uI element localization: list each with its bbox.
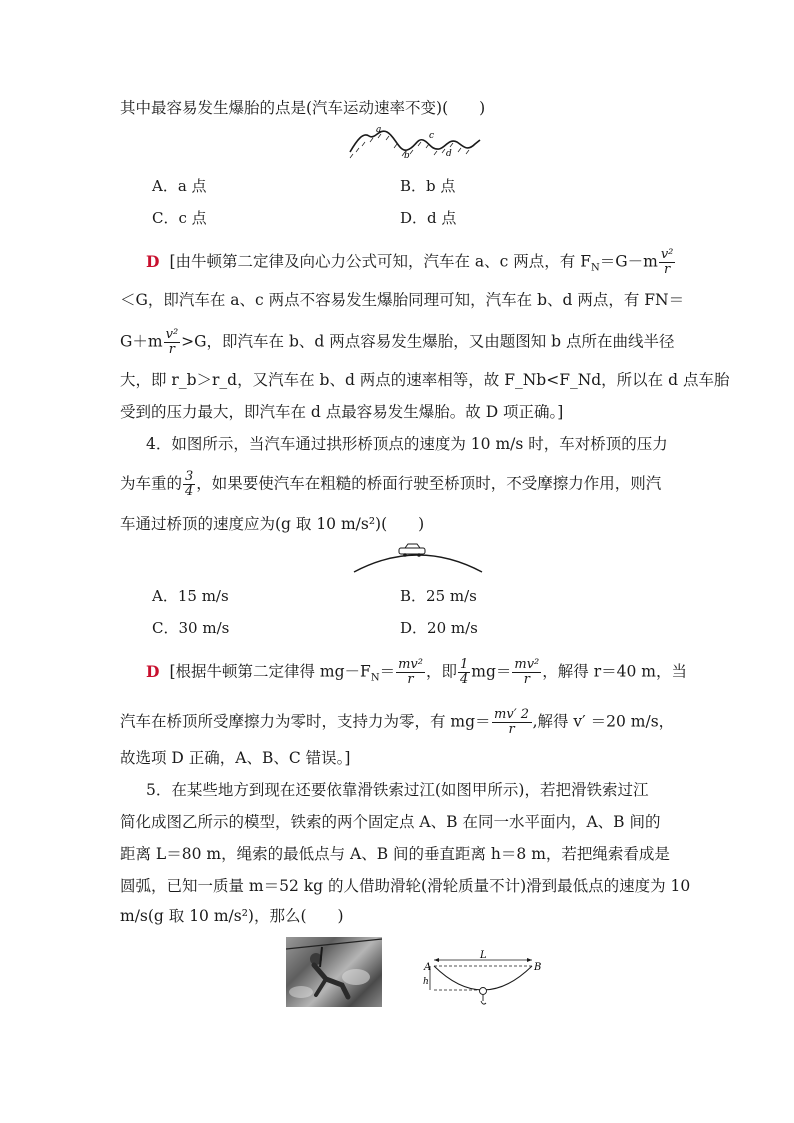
q4-explanation-line-2: 汽车在桥顶所受摩擦力为零时，支持力为零，有 mg＝ $\frac{mv' 2}{r}$ ,解得 v′ ＝20 m/s，	[120, 707, 675, 737]
label-a: a	[376, 125, 382, 135]
label-h: h	[423, 977, 429, 987]
q4-explanation-line-3: 故选项 D 正确，A、B、C 错误。]	[120, 749, 351, 767]
q5-model-diagram	[420, 948, 550, 1016]
q3-explanation-line-4: 大，即 r_b＞r_d，又汽车在 b、d 两点的速率相等，故 F_Nb<F_Nd，所以在 d 点车胎	[120, 371, 730, 389]
q4-arch-bridge-figure	[350, 540, 486, 574]
q4-answer: D	[146, 661, 160, 681]
q4-stem-line-1: 4．如图所示，当汽车通过拱形桥顶点的速度为 10 m/s 时，车对桥顶的压力	[146, 435, 668, 453]
q5-stem-line-4: 圆弧，已知一质量 m＝52 kg 的人借助滑轮(滑轮质量不计)滑到最低点的速度为 10	[120, 877, 691, 895]
label-c: c	[429, 131, 435, 141]
q4-explanation-line-1: D [根据牛顿第二定律得 $mg-F_N=$ $\frac{\text{mv²}}{r}$ ，即 $\frac{1}{4}$ mg＝ $\frac{\text{mv²}}{r}$ ，解得 r＝40 m，当	[146, 657, 687, 687]
q4-stem-line-2: 为车重的 $\frac{3}{4}$ ，如果要使汽车在粗糙的桥面行驶至桥顶时，不受摩擦力作用，则汽	[120, 469, 662, 499]
label-B: B	[534, 962, 542, 973]
q4-option-b[interactable]: B．25 m/s	[400, 587, 477, 605]
q5-stem-line-2: 简化成图乙所示的模型，铁索的两个固定点 A、B 在同一水平面内，A、B 间的	[120, 813, 661, 831]
q3-option-d[interactable]: D．d 点	[400, 209, 457, 227]
q4-stem-line-3: 车通过桥顶的速度应为(g 取 10 m/s²)( )	[120, 515, 425, 533]
zipline-photo	[286, 937, 382, 1007]
q3-option-b[interactable]: B．b 点	[400, 177, 456, 195]
q3-option-a[interactable]: A．a 点	[152, 177, 207, 195]
q3-explanation-line-1: D [由牛顿第二定律及向心力公式可知，汽车在 a、c 两点，有 $F_N=G-m$ $\frac{\text{v²}}{r}$	[146, 247, 674, 277]
fraction: $\frac{\text{v²}}{r}$	[660, 247, 674, 277]
label-b: b	[404, 151, 410, 160]
pulley-icon	[480, 988, 487, 995]
q4-option-c[interactable]: C．30 m/s	[152, 619, 230, 637]
q4-option-d[interactable]: D．20 m/s	[400, 619, 478, 637]
q3-stem: 其中最容易发生爆胎的点是(汽车运动速率不变)( )	[120, 99, 486, 117]
q3-explanation-line-3: G＋m $\frac{\text{v²}}{r}$ >G，即汽车在 b、d 两点容易发生爆胎，又由题图知 b 点所在曲线半径	[120, 327, 675, 357]
person-icon	[481, 995, 486, 1004]
q5-stem-line-5: m/s(g 取 10 m/s²)，那么( )	[120, 907, 344, 925]
q5-stem-line-1: 5．在某些地方到现在还要依靠滑铁索过江(如图甲所示)，若把滑铁索过江	[146, 781, 649, 799]
q3-explanation-line-5: 受到的压力最大，即汽车在 d 点最容易发生爆胎。故 D 项正确。]	[120, 403, 564, 421]
fraction: $\frac{1}{4}$	[459, 657, 469, 687]
q3-explanation-line-2: ＜G，即汽车在 a、c 两点不容易发生爆胎同理可知，汽车在 b、d 两点，有 FN＝	[120, 291, 685, 309]
fraction: $\frac{\text{v²}}{r}$	[165, 327, 179, 357]
q4-option-a[interactable]: A．15 m/s	[152, 587, 229, 605]
fraction: $\frac{mv' 2}{r}$	[492, 708, 532, 737]
label-d: d	[446, 149, 452, 159]
fraction: $\frac{\text{mv²}}{r}$	[398, 657, 423, 687]
label-L: L	[480, 950, 487, 961]
fraction: $\frac{3}{4}$	[185, 469, 194, 499]
q3-wavy-road-figure	[345, 124, 485, 160]
label-A: A	[424, 962, 432, 973]
fraction: $\frac{\text{mv²}}{r}$	[514, 657, 540, 687]
q3-answer: D	[146, 251, 160, 271]
q3-option-c[interactable]: C．c 点	[152, 209, 207, 227]
q5-stem-line-3: 距离 L＝80 m，绳索的最低点与 A、B 间的垂直距离 h＝8 m，若把绳索看成是	[120, 845, 670, 863]
